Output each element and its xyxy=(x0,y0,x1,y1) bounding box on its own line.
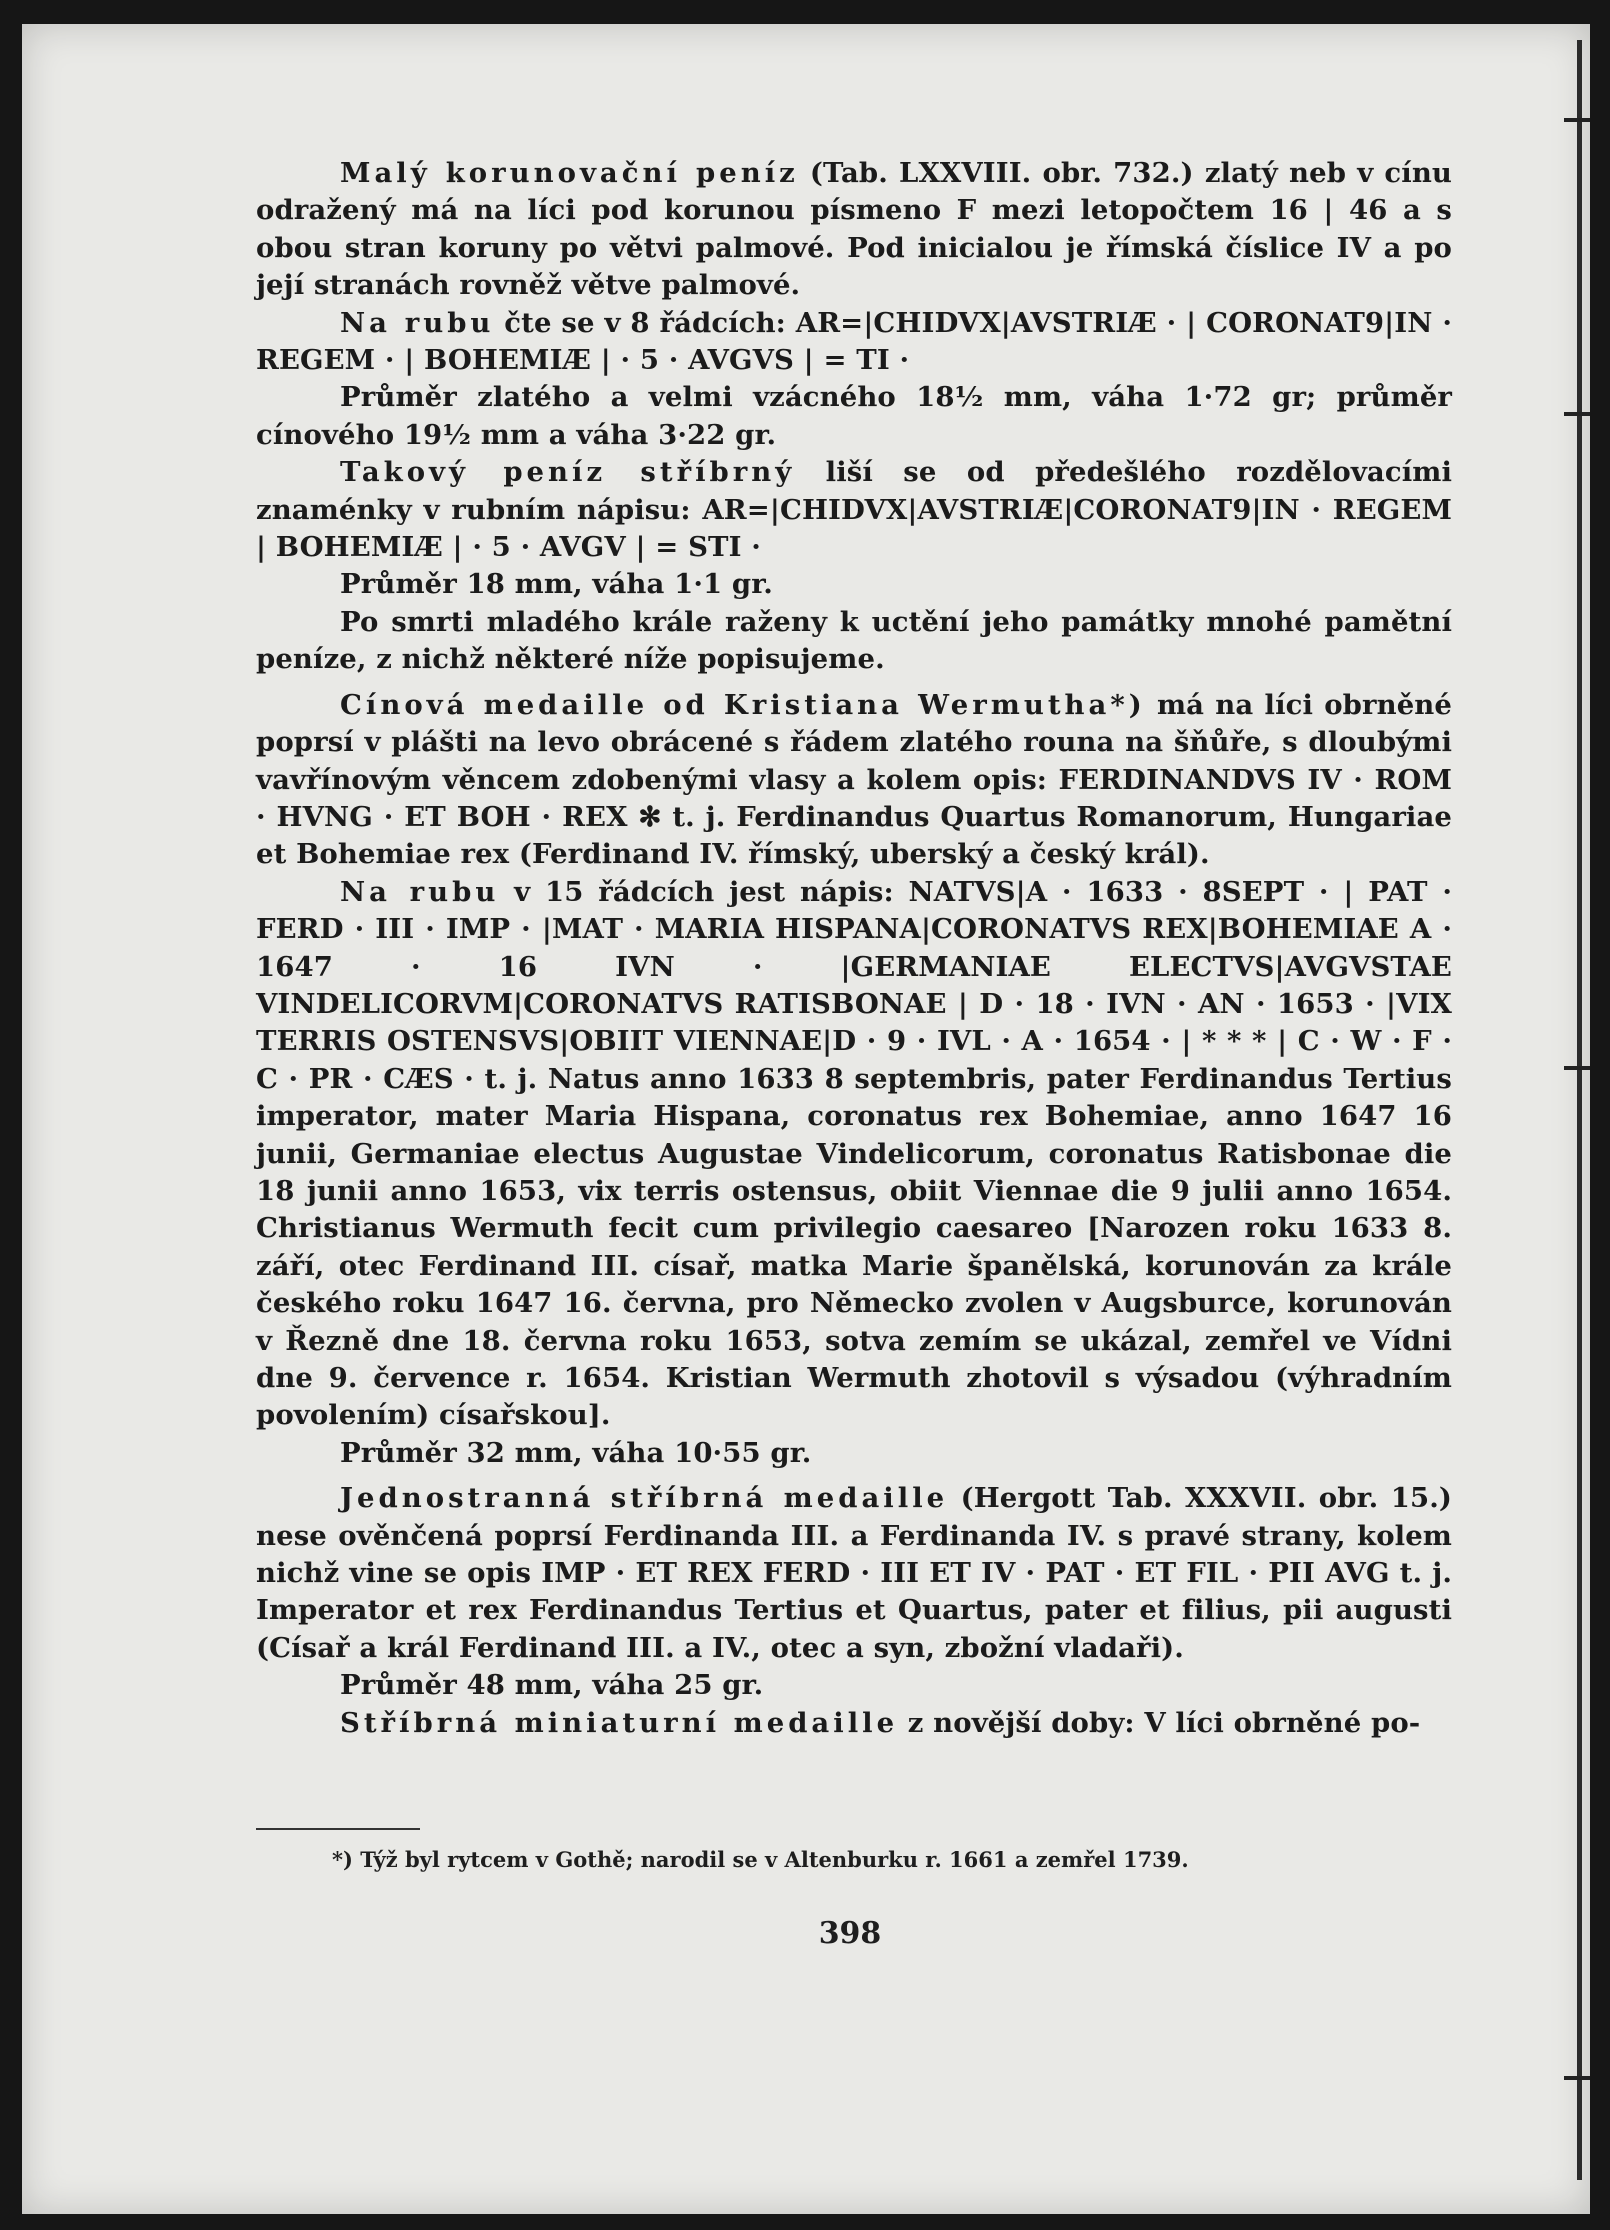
paragraph-text: liší se od předešlého rozdělovacími znaménky v rubním nápisu: AR=|CHIDVX|AVSTRIÆ|CORONAT9|IN · REGEM | BOHEMIÆ | · 5 · AVGV | = STI · xyxy=(256,456,1452,564)
paragraph xyxy=(256,874,1452,1435)
paragraph xyxy=(256,1705,1452,1742)
paragraph xyxy=(256,454,1452,566)
paragraph-lead: Na rubu xyxy=(340,306,495,339)
footnote: *) Týž byl rytcem v Gothě; narodil se v Altenburku r. 1661 a zemřel 1739. xyxy=(332,1847,1189,1872)
footnote-divider xyxy=(256,1828,420,1830)
paragraph-text: má na líci obrněné poprsí v plášti na levo obrácené s řádem zlatého rouna na šňůře, s dloubými vavřínovým věncem zdobenými vlasy a kolem opis: FERDINANDVS IV · ROM · HVNG · ET BOH · REX ✻ t. j. Ferdinandus Quartus Romanorum, Hungariae et Bohemiae rex (Ferdinand IV. římský, uberský a český král). xyxy=(256,688,1452,871)
paragraph xyxy=(256,566,1452,603)
paragraph-text: (Hergott Tab. XXXVII. obr. 15.) nese ověnčená poprsí Ferdinanda III. a Ferdinanda IV. s pravé strany, kolem nichž vine se opis IMP · ET REX FERD · III ET IV · PAT · ET FIL · PII AVG t. j. Imperator et rex Ferdinandus Tertius et Quartus, pater et filius, pii augusti (Císař a král Ferdinand III. a IV., otec a syn, zbožní vladaři). xyxy=(256,1482,1452,1664)
edge-mark xyxy=(1564,1066,1590,1070)
paragraph xyxy=(256,1480,1452,1667)
paragraph-text: v 15 řádcích jest nápis: NATVS|A · 1633 · 8SEPT · | PAT · FERD · III · IMP · |MAT · MARIA HISPANA|CORONATVS REX|BOHEMIAE A · 1647 · 16 IVN · |GERMANIAE ELECTVS|AVGVSTAE VINDELICORVM|CORONATVS RATISBONAE | D · 18 · IVN · AN · 1653 · |VIX TERRIS OSTENSVS|OBIIT VIENNAE|D · 9 · IVL · A · 1654 · | * * * | C · W · F · C · PR · CÆS · t. j. Natus anno 1633 8 septembris, pater Ferdinandus Tertius imperator, mater Maria Hispana, coronatus rex Bohemiae, anno 1647 16 junii, Germaniae electus Augustae Vindelicorum, coronatus Ratisbonae die 18 junii anno 1653, vix terris ostensus, obiit Viennae die 9 julii anno 1654. Christianus Wermuth fecit cum privilegio caesareo [Narozen roku 1633 8. září, otec Ferdinand III. císař, matka Marie španělská, korunován za krále českého roku 1647 16. června, pro Německo zvolen v Augsburce, korunován v Řezně dne 18. června roku 1653, sotva zemím se ukázal, zemřel ve Vídni dne 9. července r. 1654. Kristian Wermuth zhotovil s výsadou (výhradním povolením) císařskou]. xyxy=(256,875,1452,1432)
paragraph-lead: Malý korunovační peníz xyxy=(340,157,799,189)
paragraph-text: Průměr 32 mm, váha 10·55 gr. xyxy=(340,1436,812,1469)
paragraph xyxy=(256,155,1452,305)
paragraph xyxy=(256,687,1452,874)
paragraph-lead: Stříbrná miniaturní medaille xyxy=(340,1706,899,1739)
paragraph-text: Po smrti mladého krále raženy k uctění jeho památky mnohé pamětní peníze, z nichž některé níže popisujeme. xyxy=(256,605,1452,676)
paragraph-text: (Tab. LXXVIII. obr. 732.) zlatý neb v cínu odražený má na líci pod korunou písmeno F mezi letopočtem 16 | 46 a s obou stran koruny po větvi palmové. Pod inicialou je římská číslice IV a po její stranách rovněž větve palmové. xyxy=(256,157,1453,302)
page-number: 398 xyxy=(818,1916,882,1951)
paragraph-lead: Jednostranná stříbrná medaille xyxy=(340,1482,949,1515)
binding-edge xyxy=(1577,40,1582,2180)
paragraph-lead: Na rubu xyxy=(340,875,500,908)
paragraph-text: z novější doby: V líci obrněné po- xyxy=(898,1706,1421,1739)
paragraph xyxy=(256,305,1452,380)
paragraph-text: Průměr 18 mm, váha 1·1 gr. xyxy=(340,568,773,601)
paragraph-lead: Takový peníz stříbrný xyxy=(340,456,796,489)
paragraph-text: Průměr zlatého a velmi vzácného 18½ mm, váha 1·72 gr; průměr cínového 19½ mm a váha 3·22 gr. xyxy=(256,381,1452,451)
paragraph-text: Průměr 48 mm, váha 25 gr. xyxy=(340,1669,764,1702)
paragraph xyxy=(256,604,1452,679)
paragraph xyxy=(256,1667,1452,1704)
edge-mark xyxy=(1564,2076,1590,2080)
paragraph xyxy=(256,379,1452,454)
edge-mark xyxy=(1564,118,1590,122)
edge-mark xyxy=(1564,412,1590,416)
body-text xyxy=(256,155,1452,1742)
paragraph-lead: Cínová medaille od Kristiana Wermutha*) xyxy=(340,688,1146,721)
paragraph-text: čte se v 8 řádcích: AR=|CHIDVX|AVSTRIÆ · | CORONAT9|IN · REGEM · | BOHEMIÆ | · 5 · AVGVS | = TI · xyxy=(256,306,1453,377)
paragraph xyxy=(256,1435,1452,1472)
